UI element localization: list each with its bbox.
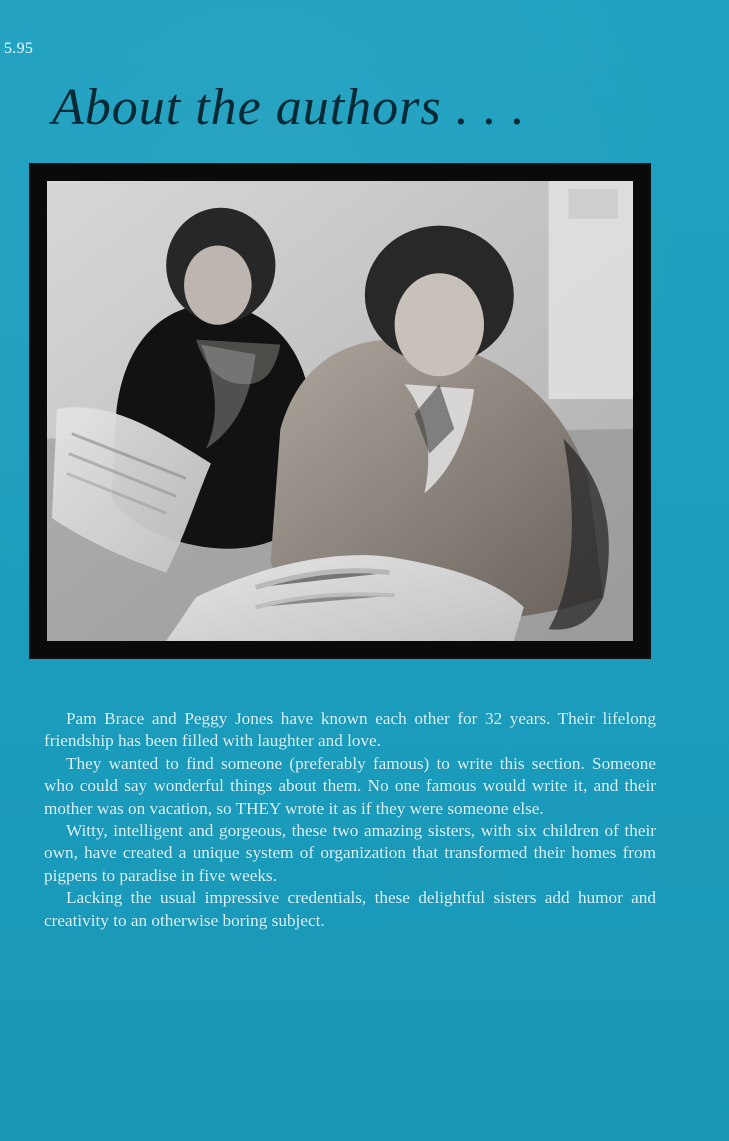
page-title: About the authors . . . — [52, 79, 526, 136]
two-women-reading-newspapers-photo-icon — [47, 181, 633, 641]
about-paragraph: Witty, intelligent and gorgeous, these two amazing sisters, with six children of their own, have created a unique system of organization that transformed their homes from pigpens to paradise in five weeks. — [44, 821, 656, 885]
about-paragraph: Lacking the usual impressive credentials, these delightful sisters add humor and creativity to an otherwise boring subject. — [44, 888, 656, 930]
price-label: 5.95 — [4, 40, 34, 57]
author-photo — [47, 181, 633, 641]
about-paragraph: Pam Brace and Peggy Jones have known each other for 32 years. Their lifelong friendship has been filled with laughter and love. — [44, 709, 656, 751]
about-text — [44, 708, 656, 932]
about-paragraph: They wanted to find someone (preferably famous) to write this section. Someone who could say wonderful things about them. No one famous would write it, and their mother was on vacation, so THEY wrote it as if they were someone else. — [44, 753, 656, 818]
author-photo-frame — [29, 163, 651, 659]
